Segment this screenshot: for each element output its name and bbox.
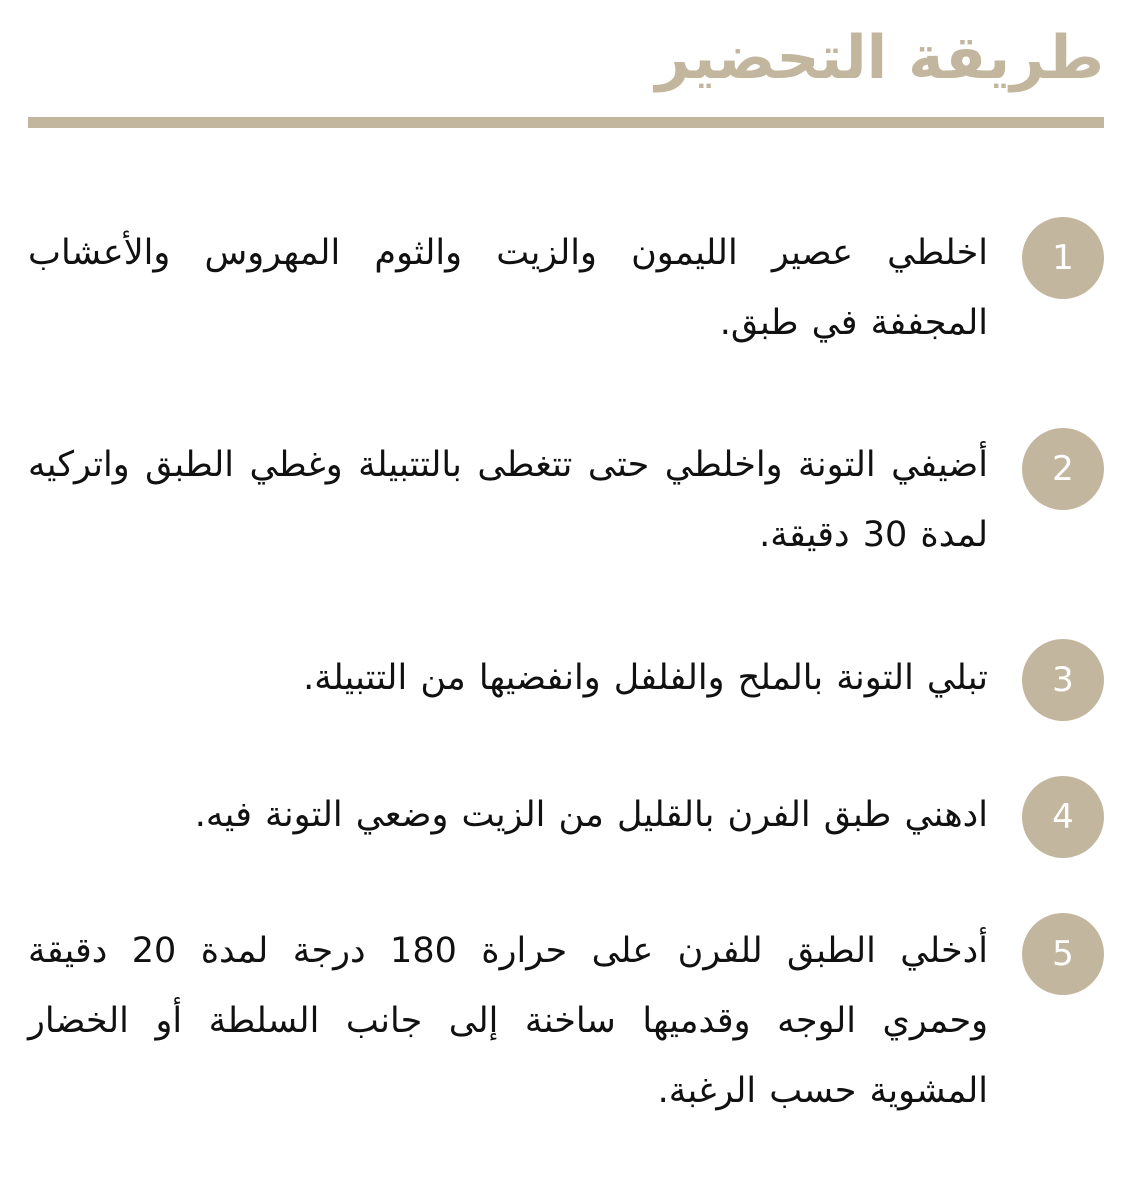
- step-number-3: 3: [1022, 639, 1104, 721]
- step-number-5: 5: [1022, 913, 1104, 995]
- step-number-4: 4: [1022, 776, 1104, 858]
- step-text-4: ادهني طبق الفرن بالقليل من الزيت وضعي التونة فيه.: [194, 795, 988, 835]
- page-title: طريقة التحضير: [655, 23, 1104, 93]
- step-number-1: 1: [1022, 217, 1104, 299]
- step-text-5: أدخلي الطبق للفرن على حرارة 180 درجة لمدة 20 دقيقة وحمري الوجه وقدميها ساخنة إلى جانب السلطة أو الخضار المشوية حسب الرغبة.: [28, 931, 988, 1111]
- title-divider: [28, 117, 1104, 128]
- step-text-1: اخلطي عصير الليمون والزيت والثوم المهروس والأعشاب المجففة في طبق.: [28, 233, 988, 343]
- step-text-2: أضيفي التونة واخلطي حتى تتغطى بالتتبيلة وغطي الطبق واتركيه لمدة 30 دقيقة.: [28, 445, 988, 555]
- step-number-2: 2: [1022, 428, 1104, 510]
- step-text-3: تبلي التونة بالملح والفلفل وانفضيها من التتبيلة.: [303, 658, 988, 698]
